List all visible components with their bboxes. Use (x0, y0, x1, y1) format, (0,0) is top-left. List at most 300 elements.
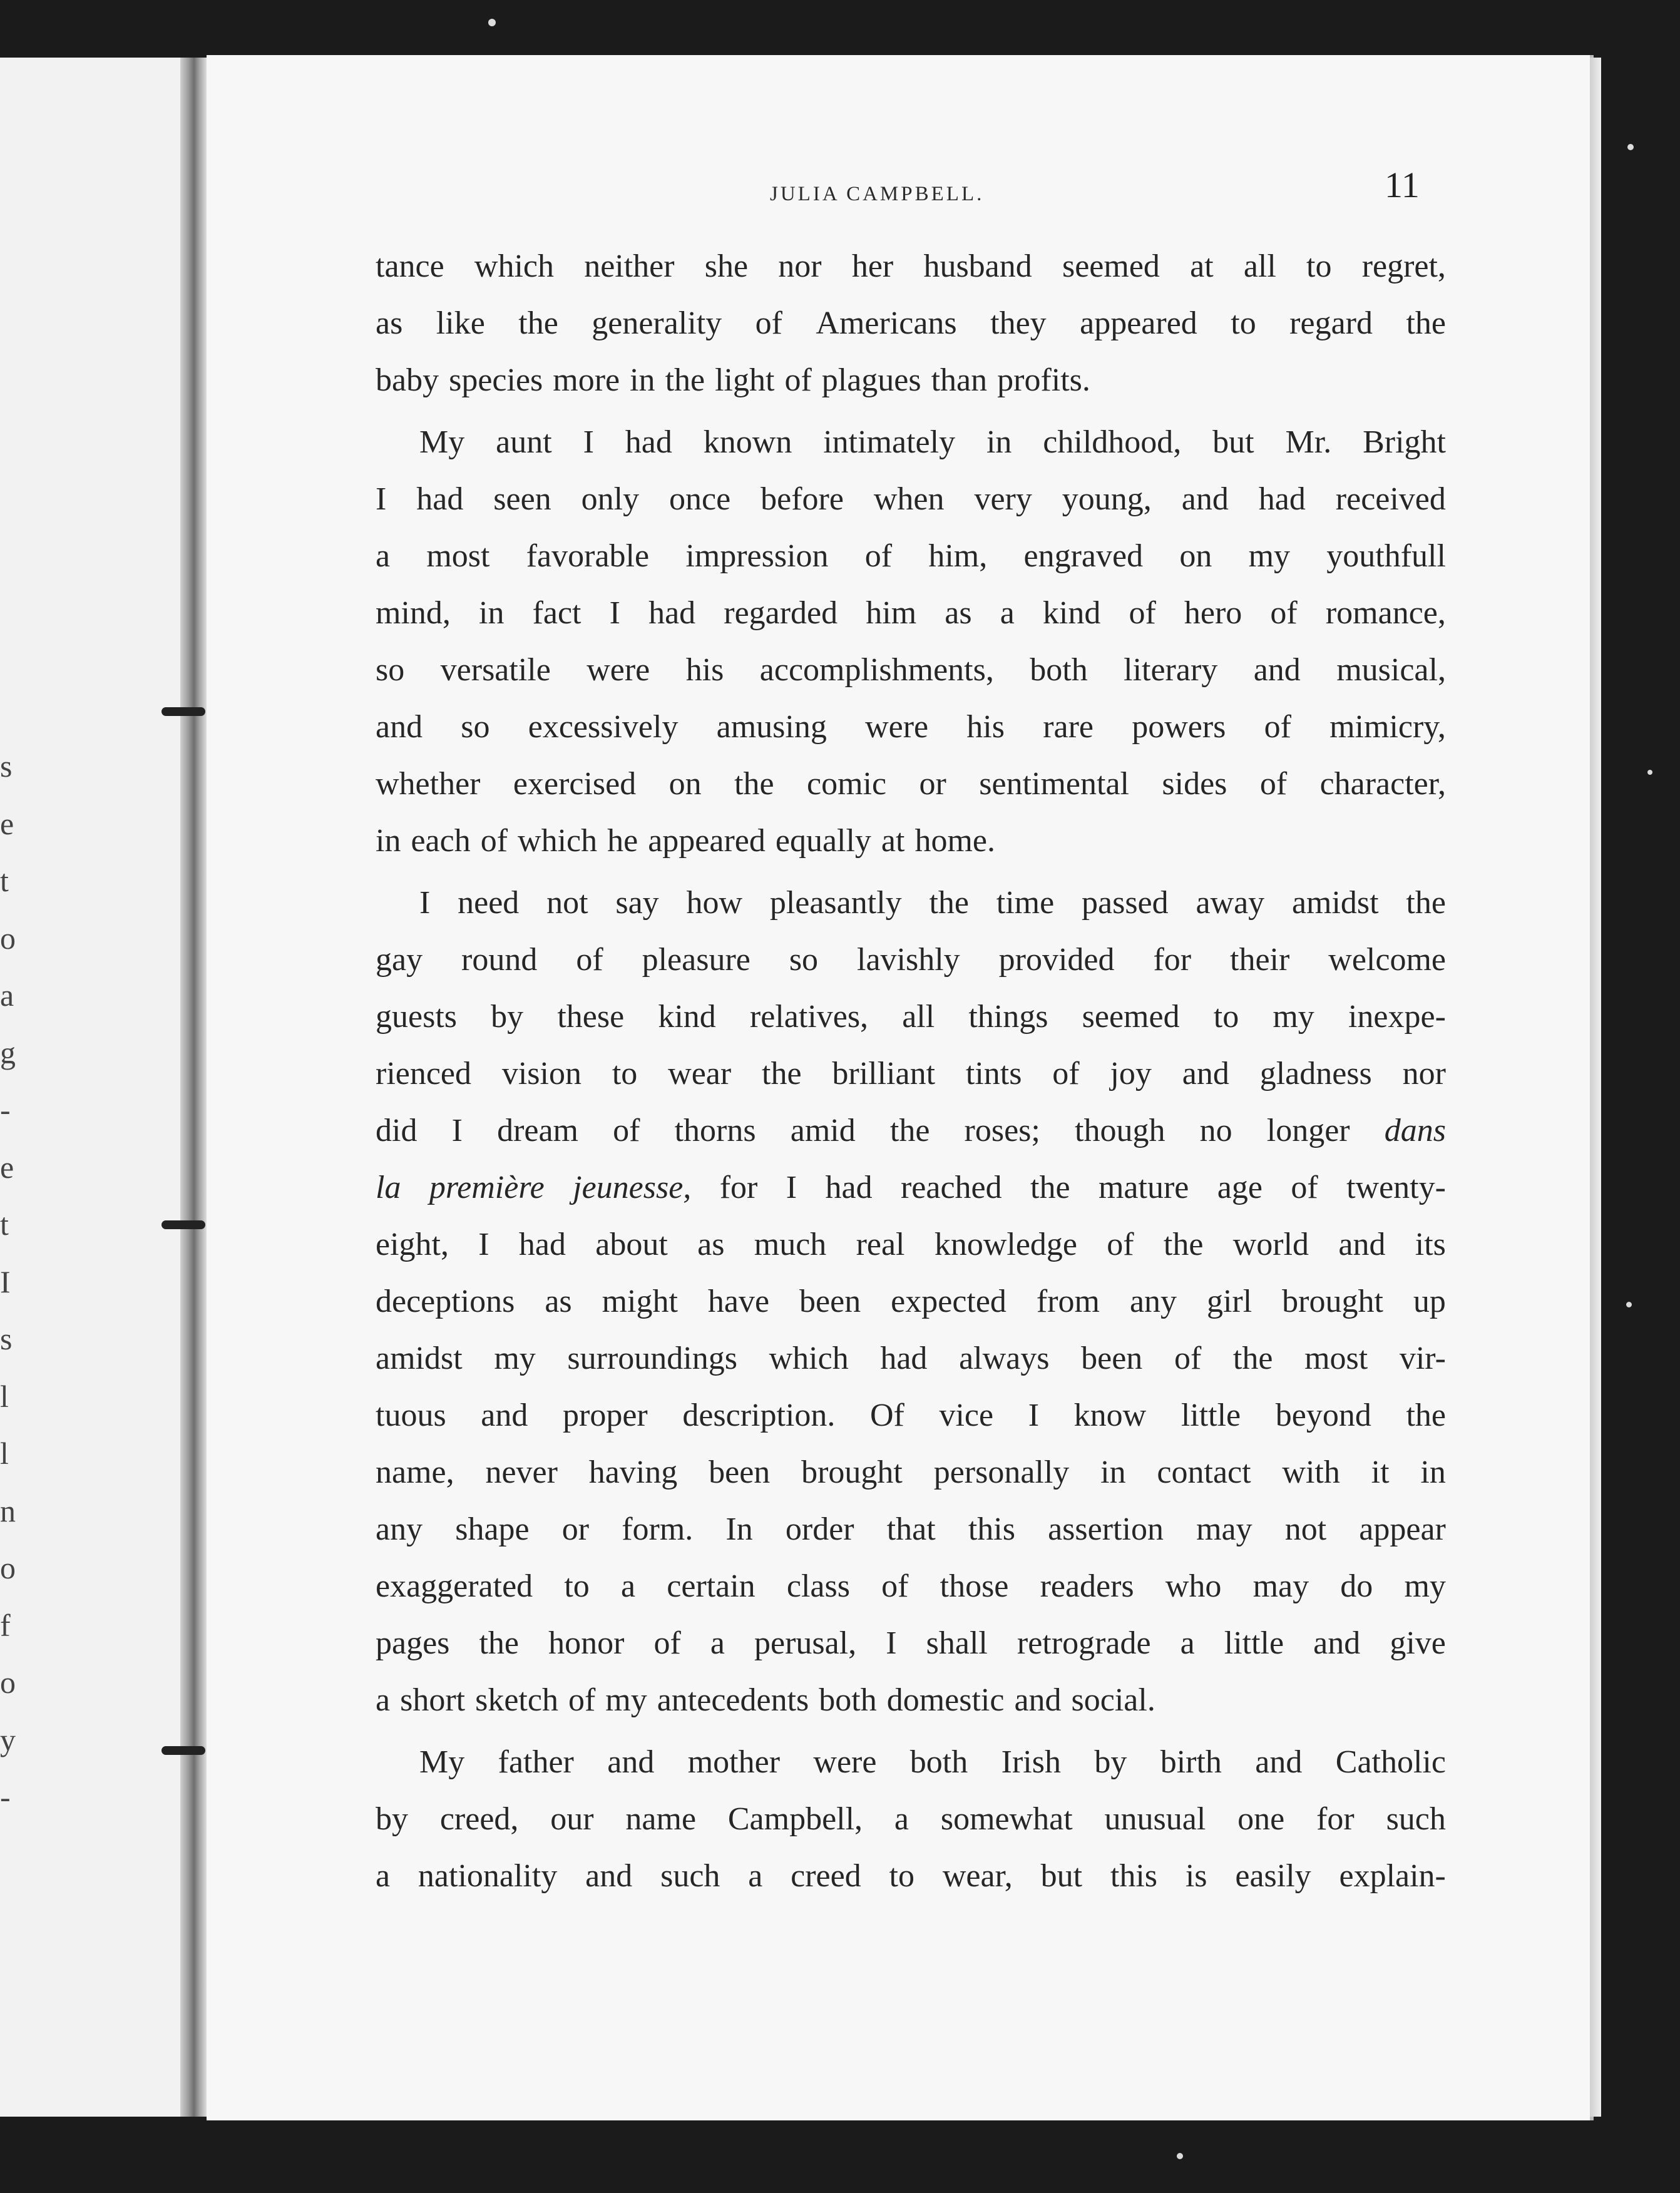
word: with (1282, 1454, 1340, 1490)
word: having (588, 1454, 678, 1490)
word: appear (1359, 1511, 1446, 1547)
word: any (1129, 1284, 1177, 1319)
word: up (1413, 1284, 1446, 1319)
word: need (458, 885, 520, 921)
word: father (498, 1744, 574, 1780)
word: literary (1124, 652, 1218, 688)
word: or (561, 1511, 590, 1547)
word: as (697, 1227, 725, 1262)
word: had (518, 1227, 566, 1262)
word: gladness (1259, 1056, 1372, 1091)
word: and (481, 1398, 528, 1433)
word: description. (682, 1398, 836, 1433)
facing-page-letter: a (0, 978, 14, 1013)
word: no (1199, 1113, 1232, 1148)
binding-stitch (161, 1220, 205, 1229)
word: when (873, 481, 945, 517)
word: before (761, 481, 844, 517)
text-line (376, 1216, 1446, 1273)
word: husband (923, 248, 1032, 284)
word: a (376, 1682, 391, 1718)
word: shape (455, 1511, 530, 1547)
word: did (376, 1113, 417, 1148)
word: in (630, 362, 655, 398)
facing-page-letter: - (0, 1092, 11, 1127)
text-line (376, 528, 1446, 585)
facing-page-fragment (0, 58, 188, 2117)
word: a (1000, 595, 1015, 631)
word: had (416, 481, 464, 517)
facing-page-letter: g (0, 1035, 16, 1070)
word: but (1040, 1858, 1083, 1894)
word: I (583, 424, 594, 460)
word: neither (584, 248, 675, 284)
binding-stitch (161, 1746, 205, 1755)
word: a (710, 1625, 725, 1661)
word: My (419, 424, 465, 460)
word: my (1404, 1568, 1446, 1604)
text-line (376, 1102, 1446, 1159)
word: wear, (942, 1858, 1013, 1894)
word: girl (1206, 1284, 1252, 1319)
text-line (376, 1159, 1446, 1216)
word: though (1075, 1113, 1165, 1148)
text-line (376, 414, 1446, 471)
word: childhood, (1043, 424, 1182, 460)
word: say (615, 885, 659, 921)
page-edge (1590, 58, 1601, 2117)
word: for (1316, 1801, 1355, 1837)
word: the (518, 305, 558, 341)
word: like (436, 305, 485, 341)
word: of (864, 538, 893, 574)
text-line (376, 755, 1446, 812)
word: round (461, 942, 538, 978)
word: to (889, 1858, 914, 1894)
word: plagues (821, 362, 921, 398)
word: domestic (886, 1682, 1005, 1718)
word: been (1081, 1341, 1143, 1376)
word: at (881, 823, 905, 859)
word: at (1190, 248, 1214, 284)
word: the (889, 1113, 930, 1148)
word: creed, (439, 1801, 519, 1837)
word: the (479, 1625, 519, 1661)
word: to (1306, 248, 1332, 284)
word: amusing (716, 709, 827, 745)
word: had (880, 1341, 928, 1376)
word: as (545, 1284, 572, 1319)
word: I (609, 595, 620, 631)
word: exercised (513, 766, 637, 802)
word: for (1153, 942, 1192, 978)
word: tance (376, 248, 444, 284)
word: mature (1098, 1170, 1189, 1205)
word: dans (1384, 1113, 1446, 1148)
scan-speck (1627, 144, 1634, 150)
word: each (411, 823, 471, 859)
word: kind (658, 999, 716, 1035)
word: baby (376, 362, 439, 398)
word: our (550, 1801, 594, 1837)
word: youthfull (1326, 538, 1446, 574)
text-line (376, 1045, 1446, 1102)
word: the (1030, 1170, 1070, 1205)
word: accomplishments, (759, 652, 994, 688)
word: surroundings (567, 1341, 737, 1376)
text-line (376, 698, 1446, 755)
word: not (1284, 1511, 1327, 1547)
word: powers (1132, 709, 1226, 745)
word: impression (685, 538, 829, 574)
word: la (376, 1170, 401, 1205)
word: I (478, 1227, 489, 1262)
scan-speck (488, 19, 496, 26)
word: its (1415, 1227, 1446, 1262)
word: lavishly (857, 942, 960, 978)
word: to (1213, 999, 1239, 1035)
facing-page-letter: I (0, 1264, 11, 1299)
word: one (1237, 1801, 1285, 1837)
word: of (653, 1625, 681, 1661)
text-line (376, 874, 1446, 931)
word: in (376, 823, 401, 859)
word: of (568, 1682, 596, 1718)
word: as (376, 305, 403, 341)
word: that (886, 1511, 936, 1547)
word: whether (376, 766, 481, 802)
word: guests (376, 999, 457, 1035)
text-line (376, 238, 1446, 295)
word: a (894, 1801, 909, 1837)
text-line (376, 1672, 1446, 1729)
word: wear (668, 1056, 732, 1091)
word: joy (1110, 1056, 1152, 1091)
word: regarded (724, 595, 838, 631)
word: might (602, 1284, 678, 1319)
text-line (376, 295, 1446, 352)
facing-page-letter: t (0, 1207, 9, 1242)
word: nationality (417, 1858, 558, 1894)
facing-page-letter: y (0, 1722, 16, 1757)
word: real (856, 1227, 905, 1262)
word: never (485, 1454, 558, 1490)
word: which (769, 1341, 849, 1376)
word: equally (775, 823, 871, 859)
word: relatives, (749, 999, 869, 1035)
word: thorns (674, 1113, 756, 1148)
word: pleasantly (769, 885, 902, 921)
word: such (660, 1858, 720, 1894)
word: most (1304, 1341, 1368, 1376)
word: his (685, 652, 724, 688)
word: and (607, 1744, 655, 1780)
word: he (607, 823, 638, 859)
binding-gutter (180, 58, 208, 2117)
word: this (1110, 1858, 1158, 1894)
word: generality (592, 305, 722, 341)
facing-page-letter: o (0, 1665, 16, 1700)
word: knowledge (934, 1227, 1077, 1262)
facing-page-letter: l (0, 1436, 9, 1471)
word: for (719, 1170, 758, 1205)
word: sides (1162, 766, 1227, 802)
word: by (376, 1801, 408, 1837)
word: unusual (1104, 1801, 1206, 1837)
facing-page-letter: o (0, 920, 16, 956)
word: only (581, 481, 640, 517)
word: in (986, 424, 1012, 460)
word: proper (563, 1398, 648, 1433)
word: time (996, 885, 1055, 921)
word: seen (493, 481, 551, 517)
text-line (376, 1330, 1446, 1387)
word: of (1129, 595, 1156, 631)
word: the (1406, 1398, 1446, 1433)
word: any (376, 1511, 423, 1547)
facing-page-letter: n (0, 1493, 16, 1528)
word: a (748, 1858, 763, 1894)
word: know (1073, 1398, 1147, 1433)
word: but (1212, 424, 1254, 460)
word: hero (1184, 595, 1242, 631)
word: the (665, 362, 705, 398)
word: seemed (1062, 248, 1160, 284)
word: vir- (1399, 1341, 1446, 1376)
word: welcome (1328, 942, 1446, 978)
text-line (376, 1558, 1446, 1615)
word: romance, (1325, 595, 1446, 631)
word: deceptions (376, 1284, 515, 1319)
word: little (1181, 1398, 1241, 1433)
word: more (553, 362, 620, 398)
text-line (376, 1791, 1446, 1848)
word: world (1232, 1227, 1309, 1262)
word: those (940, 1568, 1009, 1604)
facing-page-letter: f (0, 1607, 11, 1643)
word: always (959, 1341, 1050, 1376)
word: were (865, 709, 929, 745)
word: Campbell, (727, 1801, 863, 1837)
word: my (494, 1341, 536, 1376)
word: and (1014, 1682, 1062, 1718)
word: name, (376, 1454, 454, 1490)
word: how (686, 885, 743, 921)
word: appeared (648, 823, 766, 859)
facing-page-letter: e (0, 805, 14, 841)
word: I (451, 1113, 463, 1148)
word: rare (1043, 709, 1094, 745)
word: social. (1071, 1682, 1155, 1718)
word: had (625, 424, 672, 460)
word: Mr. (1285, 424, 1332, 460)
word: of (613, 1113, 640, 1148)
word: dream (497, 1113, 578, 1148)
word: of (1174, 1341, 1202, 1376)
word: rienced (376, 1056, 472, 1091)
text-line (376, 812, 1446, 869)
text-line (376, 988, 1446, 1045)
word: she (704, 248, 749, 284)
text-line (376, 1273, 1446, 1330)
facing-page-letter: t (0, 863, 9, 898)
word: of (1270, 595, 1298, 631)
word: tuous (376, 1398, 446, 1433)
word: light (715, 362, 775, 398)
word: and (1253, 652, 1301, 688)
scan-speck (1626, 1302, 1632, 1307)
facing-page-letter: o (0, 1550, 16, 1585)
word: pleasure (642, 942, 750, 978)
word: of (1107, 1227, 1134, 1262)
word: of (576, 942, 603, 978)
word: jeunesse, (573, 1170, 692, 1205)
word: exaggerated (376, 1568, 533, 1604)
word: on (1179, 538, 1212, 574)
word: had (825, 1170, 873, 1205)
word: creed (791, 1858, 861, 1894)
word: which (474, 248, 554, 284)
text-line (376, 1848, 1446, 1904)
word: I (419, 885, 431, 921)
word: little (1224, 1625, 1284, 1661)
text-line (376, 352, 1446, 409)
word: gay (376, 942, 423, 978)
word: both (909, 1744, 968, 1780)
text-line (376, 1444, 1446, 1501)
word: very (974, 481, 1032, 517)
word: Bright (1363, 424, 1446, 460)
word: honor (548, 1625, 625, 1661)
word: engraved (1023, 538, 1144, 574)
word: about (595, 1227, 668, 1262)
word: nor (1402, 1056, 1446, 1091)
word: been (709, 1454, 771, 1490)
word: pages (376, 1625, 450, 1661)
word: of (1264, 709, 1291, 745)
word: the (1163, 1227, 1204, 1262)
word: her (851, 248, 894, 284)
word: my (605, 1682, 647, 1718)
word: inexpe- (1348, 999, 1446, 1035)
word: in (479, 595, 505, 631)
word: mind, (376, 595, 451, 631)
word: intimately (823, 424, 956, 460)
word: of (755, 305, 782, 341)
word: nor (778, 248, 822, 284)
word: of (1052, 1056, 1080, 1091)
word: shall (926, 1625, 988, 1661)
word: had (1258, 481, 1306, 517)
word: somewhat (940, 1801, 1073, 1837)
word: most (426, 538, 490, 574)
word: provided (998, 942, 1115, 978)
word: retrograde (1017, 1625, 1151, 1661)
word: passed (1082, 885, 1169, 921)
word: easily (1235, 1858, 1311, 1894)
word: young, (1062, 481, 1152, 517)
word: regret, (1361, 248, 1446, 284)
word: and (585, 1858, 633, 1894)
word: brought (1282, 1284, 1383, 1319)
word: comic (807, 766, 887, 802)
word: musical, (1336, 652, 1446, 688)
word: sentimental (979, 766, 1129, 802)
word: both (1030, 652, 1088, 688)
text-line (376, 931, 1446, 988)
word: as (945, 595, 972, 631)
word: species (449, 362, 543, 398)
word: than (931, 362, 988, 398)
word: beyond (1275, 1398, 1371, 1433)
word: vision (501, 1056, 581, 1091)
word: Irish (1001, 1744, 1061, 1780)
word: excessively (528, 709, 679, 745)
word: reached (900, 1170, 1002, 1205)
word: much (754, 1227, 827, 1262)
word: brought (801, 1454, 903, 1490)
word: roses; (964, 1113, 1040, 1148)
word: in (1100, 1454, 1126, 1490)
word: had (648, 595, 696, 631)
word: the (734, 766, 774, 802)
word: sketch (475, 1682, 558, 1718)
word: both (819, 1682, 877, 1718)
text-line (376, 471, 1446, 528)
word: and (1313, 1625, 1361, 1661)
word: all (1243, 248, 1276, 284)
word: these (557, 999, 625, 1035)
word: so (789, 942, 819, 978)
word: it (1371, 1454, 1390, 1490)
word: a (376, 1858, 391, 1894)
word: antecedents (657, 1682, 809, 1718)
word: fact (532, 595, 581, 631)
facing-page-letter: - (0, 1779, 11, 1814)
scan-speck (1177, 2153, 1183, 2159)
facing-page-letter: e (0, 1149, 14, 1185)
word: In (725, 1511, 753, 1547)
word: vice (939, 1398, 994, 1433)
word: a (620, 1568, 636, 1604)
word: assertion (1048, 1511, 1164, 1547)
word: aunt (496, 424, 552, 460)
word: mother (687, 1744, 781, 1780)
text-line (376, 1387, 1446, 1444)
word: contact (1157, 1454, 1251, 1490)
text-line (376, 585, 1446, 642)
word: may (1252, 1568, 1309, 1604)
word: from (1036, 1284, 1100, 1319)
word: name (625, 1801, 697, 1837)
word: their (1230, 942, 1290, 978)
word: known (703, 424, 792, 460)
word: in (1420, 1454, 1446, 1490)
facing-page-letter: s (0, 1321, 13, 1356)
word: profits. (997, 362, 1090, 398)
word: give (1390, 1625, 1446, 1661)
word: short (400, 1682, 466, 1718)
word: to (612, 1056, 638, 1091)
text-line (376, 1501, 1446, 1558)
word: the (1406, 305, 1446, 341)
word: appeared (1080, 305, 1197, 341)
word: all (902, 999, 935, 1035)
word: of (1291, 1170, 1318, 1205)
word: so (461, 709, 490, 745)
facing-page-letter: s (0, 749, 13, 784)
word: personally (933, 1454, 1070, 1490)
